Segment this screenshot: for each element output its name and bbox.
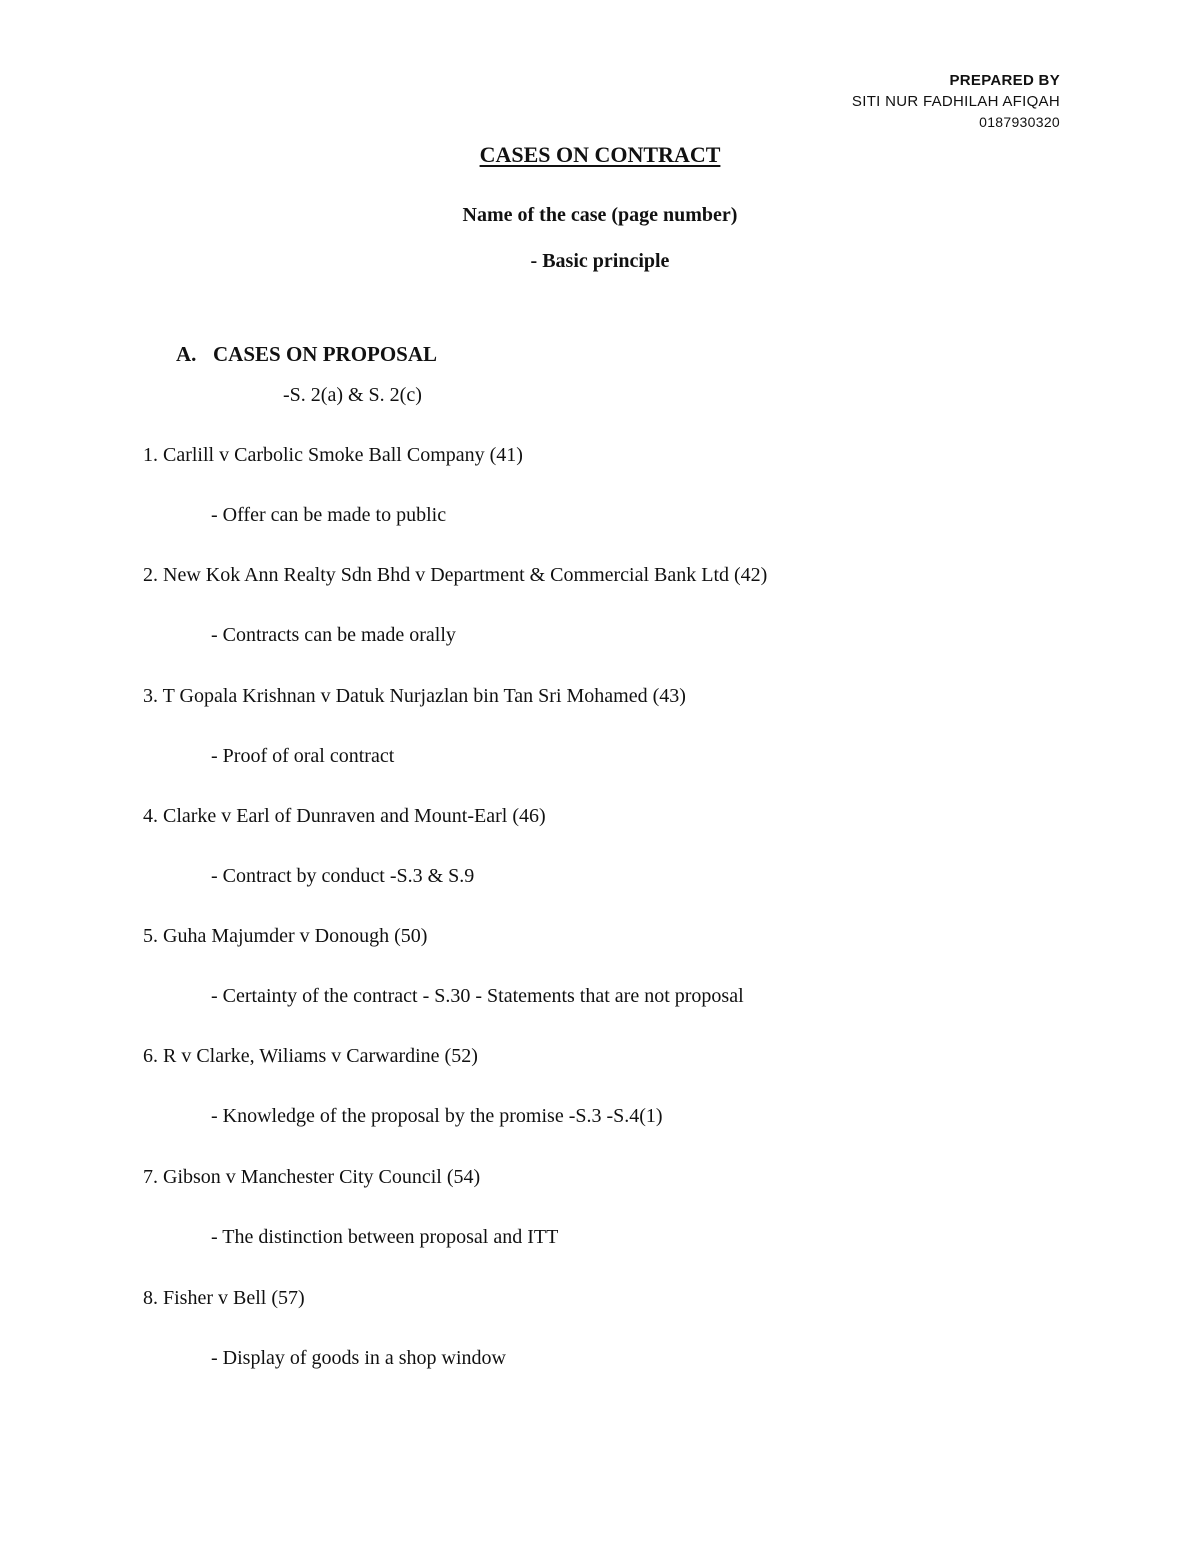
case-title: 5. Guha Majumder v Donough (50) [143, 925, 428, 947]
legend-principle-format: - Basic principle [530, 250, 670, 272]
legend-case-format: Name of the case (page number) [462, 204, 738, 226]
author-name: SITI NUR FADHILAH AFIQAH [851, 93, 1060, 110]
case-title: 7. Gibson v Manchester City Council (54) [143, 1166, 481, 1188]
section-reference: -S. 2(a) & S. 2(c) [283, 384, 422, 406]
case-title: 6. R v Clarke, Wiliams v Carwardine (52) [143, 1045, 478, 1067]
case-principle: - Proof of oral contract [211, 745, 395, 767]
case-principle: - Contract by conduct -S.3 & S.9 [211, 865, 475, 887]
case-principle: - The distinction between proposal and ITT [211, 1226, 559, 1248]
case-title: 1. Carlill v Carbolic Smoke Ball Company (41) [143, 444, 523, 466]
case-principle: - Knowledge of the proposal by the promise -S.3 -S.4(1) [211, 1105, 663, 1127]
section-letter: A. [176, 342, 197, 366]
case-principle: - Certainty of the contract - S.30 - Statements that are not proposal [211, 985, 744, 1007]
author-phone: 0187930320 [979, 114, 1060, 130]
document-title: CASES ON CONTRACT [479, 142, 721, 167]
section-heading [176, 342, 437, 367]
prepared-by-block [852, 70, 1060, 133]
section-heading-text: CASES ON PROPOSAL [213, 342, 438, 366]
prepared-by-label: PREPARED BY [949, 72, 1060, 89]
case-principle: - Offer can be made to public [211, 504, 447, 526]
case-title: 2. New Kok Ann Realty Sdn Bhd v Department & Commercial Bank Ltd (42) [143, 564, 768, 586]
case-principle: - Display of goods in a shop window [211, 1347, 506, 1369]
case-title: 3. T Gopala Krishnan v Datuk Nurjazlan bin Tan Sri Mohamed (43) [143, 685, 686, 707]
case-principle: - Contracts can be made orally [211, 624, 456, 646]
case-title: 8. Fisher v Bell (57) [143, 1287, 305, 1309]
case-title: 4. Clarke v Earl of Dunraven and Mount-Earl (46) [143, 805, 546, 827]
